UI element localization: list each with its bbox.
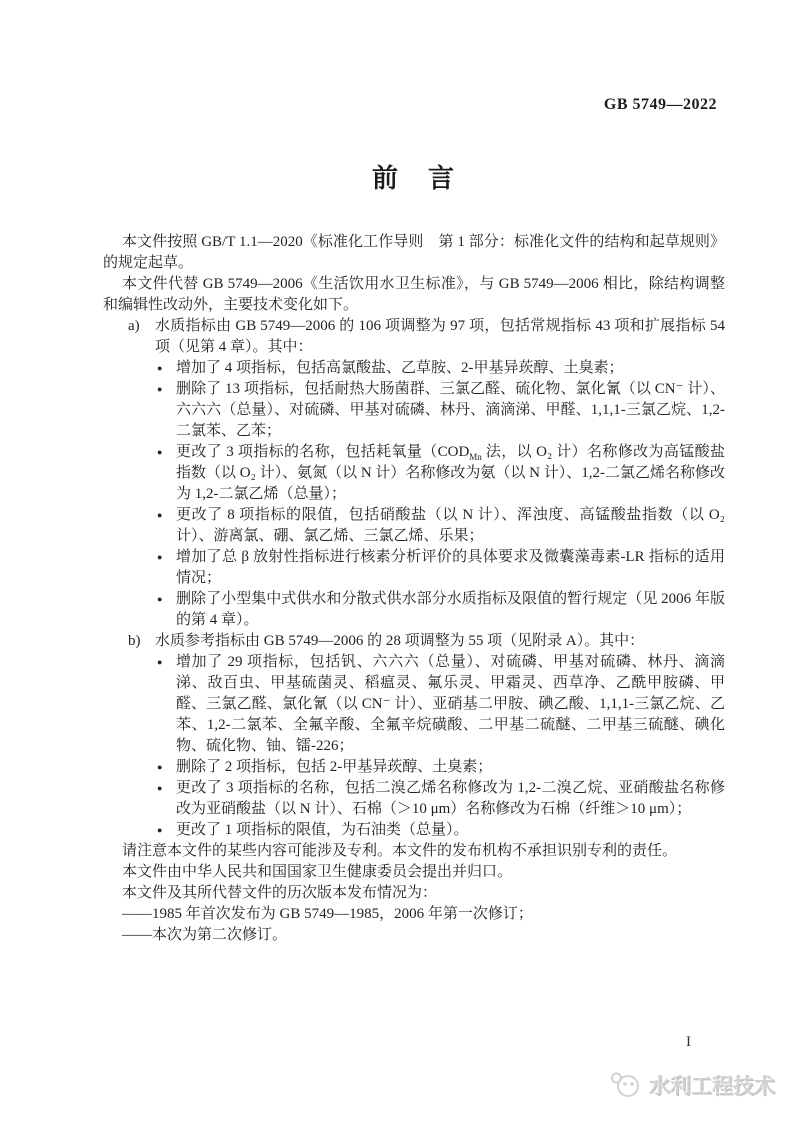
bullet-text: 更改了 8 项指标的限值，包括硝酸盐（以 N 计）、浑浊度、高锰酸盐指数（以 O₂ 计）、游离氯、硼、氯乙烯、三氯乙烯、乐果； [176, 507, 725, 544]
list-label-a: a) [128, 318, 140, 334]
bullet-icon: ● [157, 552, 163, 562]
list-item-a [103, 316, 725, 631]
page-number: I [686, 1034, 691, 1050]
bullet-text: 删除了小型集中式供水和分散式供水部分水质指标及限值的暂行规定（见 2006 年版的第 4 章）。 [176, 591, 725, 628]
list-a-content [155, 316, 725, 631]
bullet-text [176, 442, 725, 505]
bullet-icon: ● [157, 510, 163, 520]
list-item-b [103, 631, 725, 841]
history-item-2: ——本次为第二次修订。 [122, 927, 288, 943]
list-item [155, 442, 725, 505]
list-item [155, 820, 725, 841]
bullet-text-segment: 法，以 O₂ 计）名称修改为高锰酸盐指数（以 O₂ 计）、氨氮（以 N 计）名称修改为氨（以 N 计）、1,2-二氯乙烯名称修改为 1,2-二氯乙烯（总量）； [176, 444, 725, 502]
intro-paragraph-2: 本文件代替 GB 5749—2006《生活饮用水卫生标准》，与 GB 5749—2006 相比，除结构调整和编辑性改动外，主要技术变化如下。 [103, 276, 725, 313]
bullet-icon: ● [157, 762, 163, 772]
history-intro: 本文件及其所代替文件的历次版本发布情况为： [122, 885, 438, 901]
list-b-content [155, 631, 725, 841]
standard-number: GB 5749—2022 [603, 96, 717, 113]
bullet-text: 增加了 4 项指标，包括高氯酸盐、乙草胺、2-甲基异莰醇、土臭素； [176, 360, 624, 376]
list-item [155, 757, 725, 778]
list-label-b: b) [128, 633, 141, 649]
list-item [155, 652, 725, 757]
bullet-icon: ● [157, 363, 163, 373]
list-item [155, 589, 725, 631]
bullet-icon: ● [157, 825, 163, 835]
bullet-icon: ● [157, 594, 163, 604]
bullet-text: 删除了 13 项指标，包括耐热大肠菌群、三氯乙醛、硫化物、氯化氰（以 CN⁻ 计）、六六六（总量）、对硫磷、甲基对硫磷、林丹、滴滴涕、甲醛、1,1,1-三氯乙烷、1,2-二氯苯、乙苯； [176, 381, 725, 439]
watermark-logo-icon [610, 1071, 642, 1099]
bullet-text: 增加了总 β 放射性指标进行核素分析评价的具体要求及微囊藻毒素-LR 指标的适用情况； [176, 549, 725, 586]
watermark [610, 1070, 775, 1100]
foreword-content [103, 232, 725, 946]
list-item [155, 547, 725, 589]
subscript-mn: Mn [469, 452, 482, 462]
intro-paragraph-1: 本文件按照 GB/T 1.1—2020《标准化工作导则 第 1 部分：标准化文件的结构和起草规则》的规定起草。 [103, 234, 725, 271]
bullet-icon: ● [157, 783, 163, 793]
list-item [155, 358, 725, 379]
bullet-text: 增加了 29 项指标，包括钒、六六六（总量）、对硫磷、甲基对硫磷、林丹、滴滴涕、敌百虫、甲基硫菌灵、稻瘟灵、氟乐灵、甲霜灵、西草净、乙酰甲胺磷、甲醛、三氯乙醛、氯化氰（以 CN⁻ 计）、亚硝基二甲胺、碘乙酸、1,1,1-三氯乙烷、乙苯、1,2-二氯苯、全氟辛酸、全氟辛烷磺酸、二甲基二硫醚、二甲基三硫醚、碘化物、硫化物、铀、镭-226； [176, 654, 725, 754]
bullet-text-segment: 更改了 3 项指标的名称，包括耗氧量（COD [176, 444, 470, 460]
bullet-icon: ● [157, 384, 163, 394]
history-item-1: ——1985 年首次发布为 GB 5749—1985，2006 年第一次修订； [122, 906, 533, 922]
bullet-icon: ● [157, 657, 163, 667]
page-title: 前 言 [371, 164, 456, 194]
list-item [155, 379, 725, 442]
list-a-intro: 水质指标由 GB 5749—2006 的 106 项调整为 97 项，包括常规指标 43 项和扩展指标 54 项（见第 4 章）。其中： [155, 318, 725, 355]
bullet-text: 更改了 1 项指标的限值，为石油类（总量）。 [176, 822, 469, 838]
list-b-intro: 水质参考指标由 GB 5749—2006 的 28 项调整为 55 项（见附录 A）。其中： [155, 633, 645, 649]
issuing-body: 本文件由中华人民共和国国家卫生健康委员会提出并归口。 [122, 864, 513, 880]
list-item [155, 778, 725, 820]
list-item [155, 505, 725, 547]
bullet-icon: ● [157, 447, 163, 457]
patent-notice: 请注意本文件的某些内容可能涉及专利。本文件的发布机构不承担识别专利的责任。 [122, 843, 678, 859]
bullet-text: 更改了 3 项指标的名称，包括二溴乙烯名称修改为 1,2-二溴乙烷、亚硝酸盐名称修改为亚硝酸盐（以 N 计）、石棉（＞10 μm）名称修改为石棉（纤维＞10 μm）； [176, 780, 725, 817]
watermark-text: 水利工程技术 [649, 1074, 775, 1098]
bullet-text: 删除了 2 项指标，包括 2-甲基异莰醇、土臭素； [176, 759, 493, 775]
